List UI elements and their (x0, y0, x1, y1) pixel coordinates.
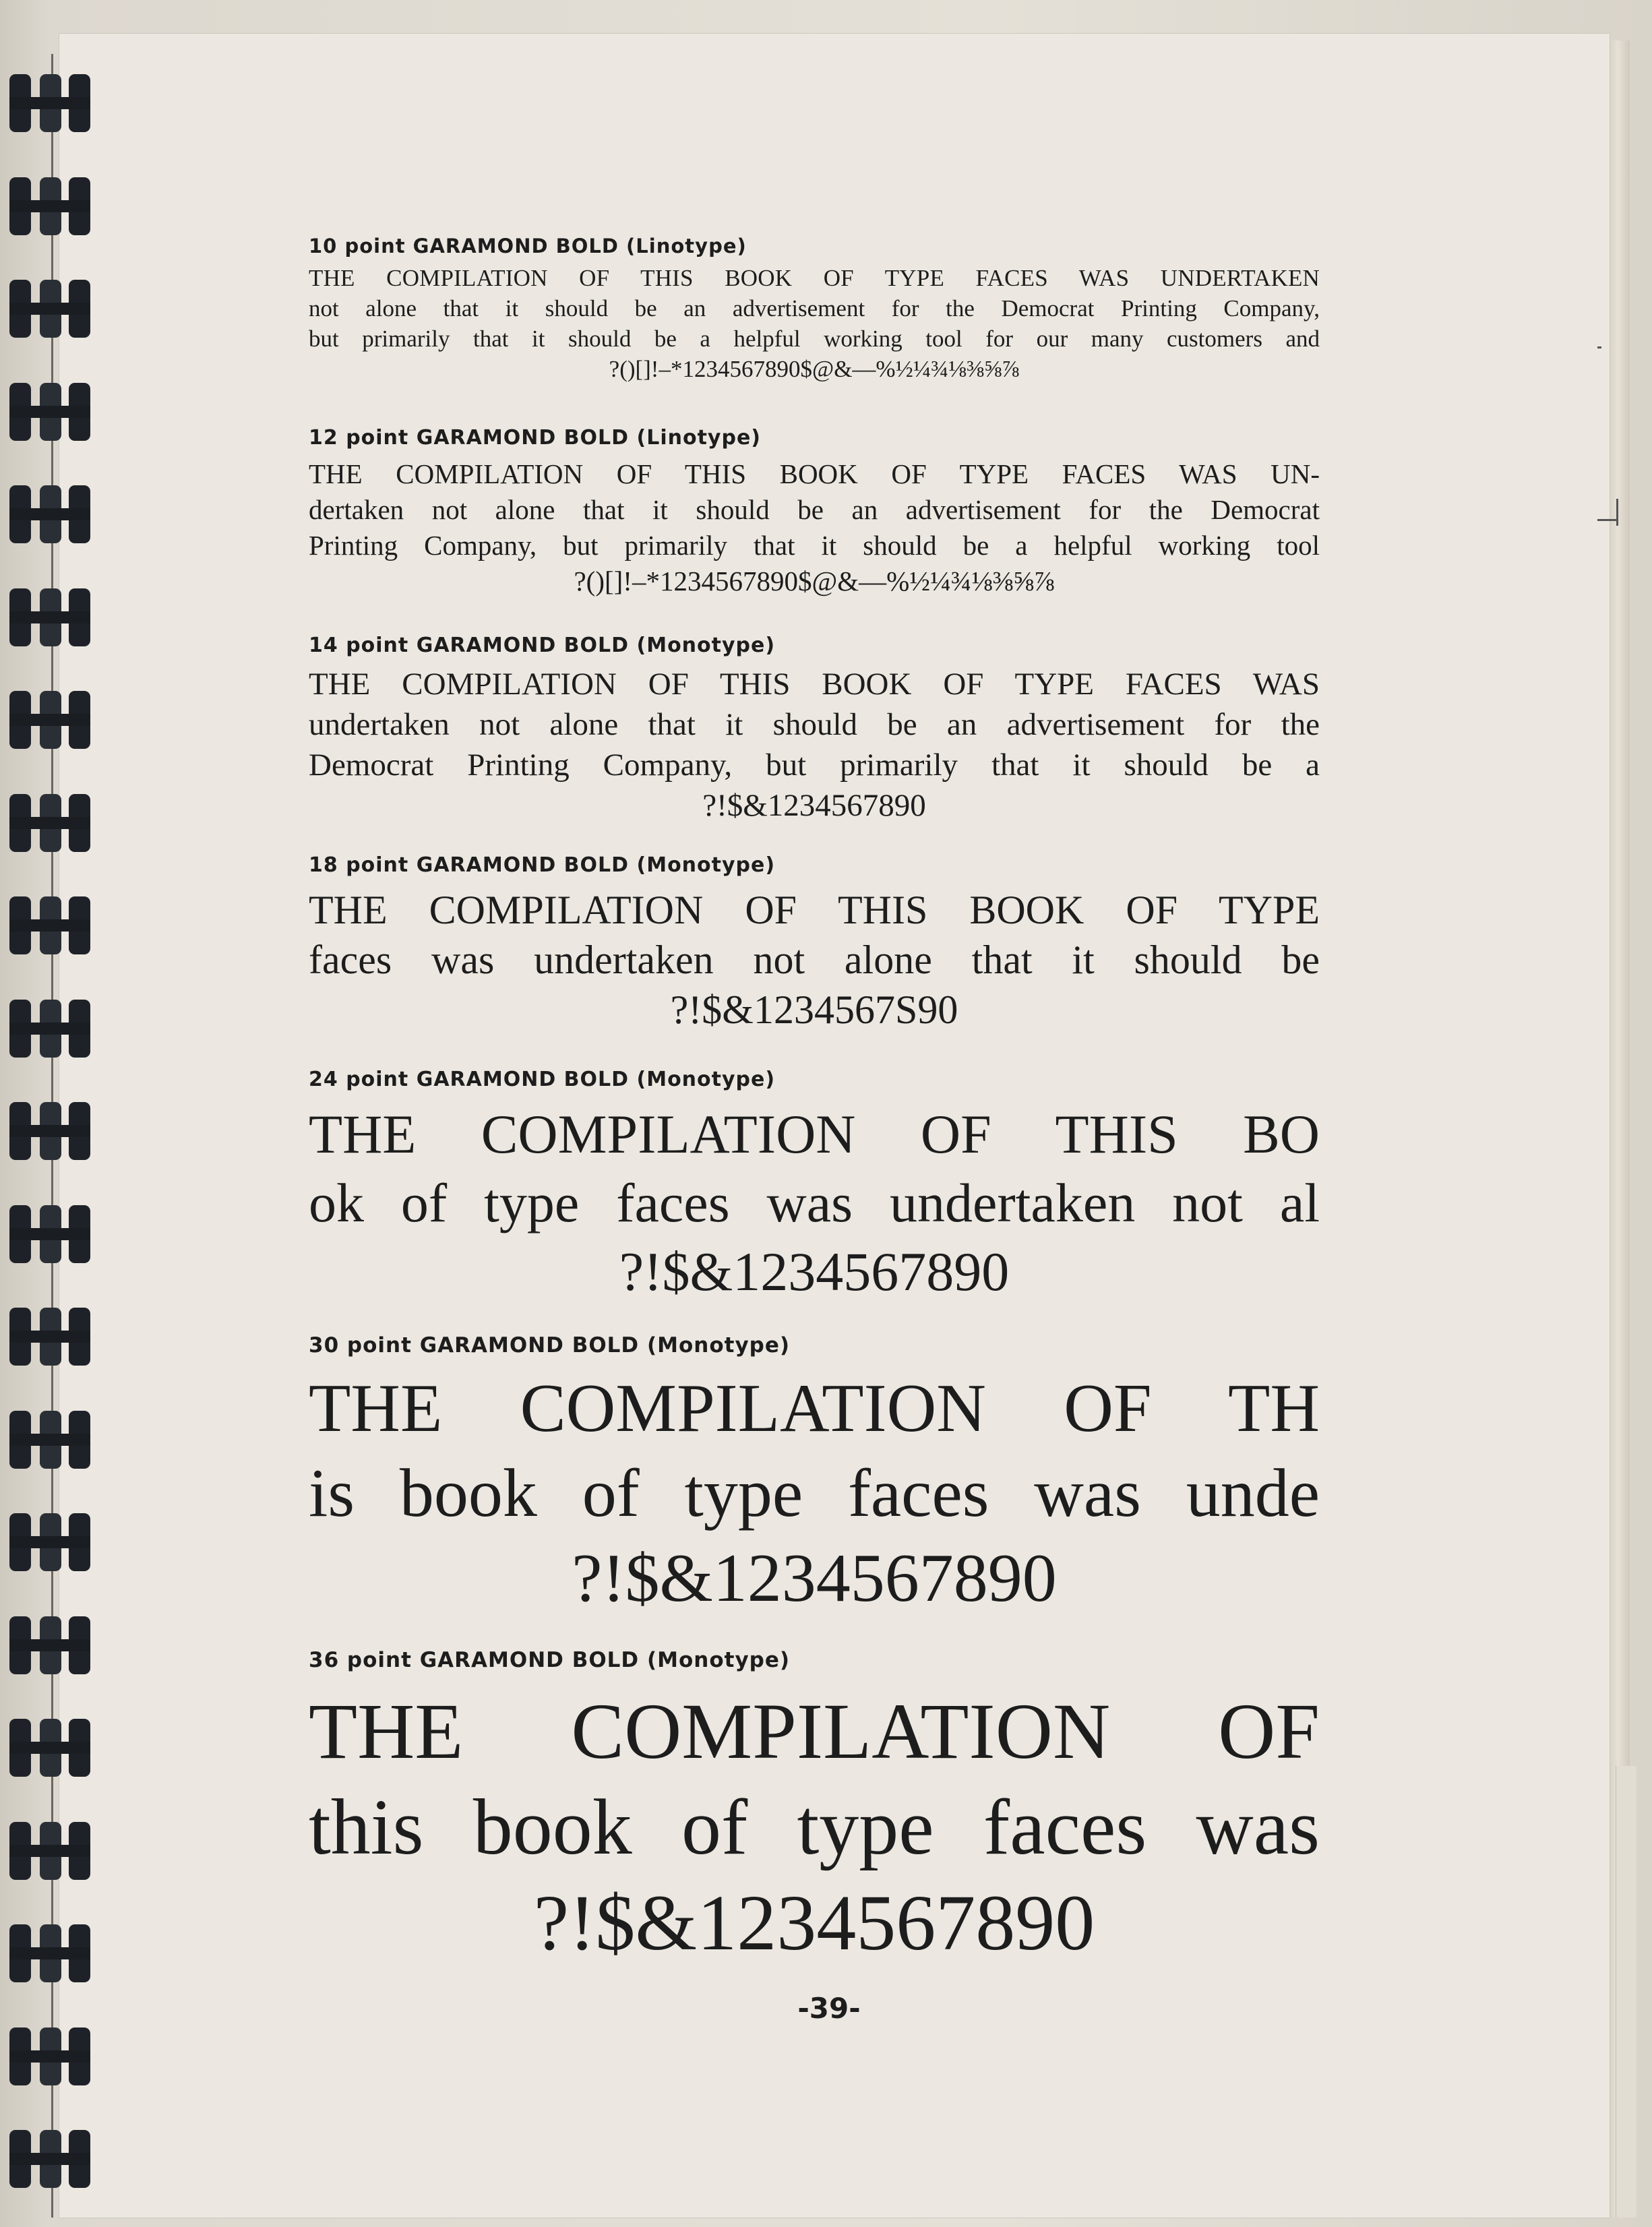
binding-coil (9, 2130, 92, 2188)
coil-wire (9, 1125, 90, 1137)
specimen-line: undertaken not alone that it should be an advertisement for the (309, 707, 1320, 742)
specimen-label: 24 point GARAMOND BOLD (Monotype) (309, 1068, 776, 1091)
coil-wire (9, 1947, 90, 1959)
binding-coil (9, 1924, 92, 1982)
specimen-label: 10 point GARAMOND BOLD (Linotype) (309, 235, 747, 257)
specimen-line: dertaken not alone that it should be an advertisement for the Democrat (309, 494, 1320, 525)
specimen-14pt (309, 627, 1320, 826)
specimen-line: Democrat Printing Company, but primarily that it should be a (309, 748, 1320, 783)
coil-wire (9, 1742, 90, 1754)
binding-coil (9, 691, 92, 749)
specimen-characters: ?!$&1234567S90 (670, 987, 958, 1032)
specimen-line: this book of type faces was (309, 1783, 1320, 1871)
specimen-12pt (309, 419, 1320, 599)
specimen-label: 36 point GARAMOND BOLD (Monotype) (309, 1648, 791, 1672)
specimen-18pt (309, 846, 1320, 1035)
binding-coil (9, 1205, 92, 1263)
specimen-line: THE COMPILATION OF THIS BOOK OF TYPE FACES WAS UNDERTAKEN (309, 265, 1320, 291)
binding-coil (9, 74, 92, 132)
specimen-line: THE COMPILATION OF TH (309, 1370, 1320, 1446)
specimen-line: but primarily that it should be a helpful working tool for our many customers and (309, 326, 1320, 352)
binding-coil (9, 2027, 92, 2085)
specimen-label: 18 point GARAMOND BOLD (Monotype) (309, 853, 776, 877)
binding-coil (9, 1102, 92, 1160)
page-number: -39- (797, 1992, 861, 2025)
coil-wire (9, 817, 90, 829)
specimen-line: faces was undertaken not alone that it should be (309, 938, 1320, 982)
coil-wire (9, 919, 90, 932)
coil-wire (9, 303, 90, 315)
specimen-24pt (309, 1060, 1320, 1306)
coil-wire (9, 1228, 90, 1240)
coil-wire (9, 97, 90, 109)
coil-wire (9, 611, 90, 623)
specimen-label: 12 point GARAMOND BOLD (Linotype) (309, 426, 762, 450)
specimen-label: 14 point GARAMOND BOLD (Monotype) (309, 634, 776, 657)
binding-coil (9, 1000, 92, 1058)
coil-wire (9, 1434, 90, 1446)
binding-coil (9, 1513, 92, 1571)
coil-wire (9, 2153, 90, 2165)
specimen-10pt (309, 229, 1320, 384)
coil-wire (9, 508, 90, 520)
coil-wire (9, 2050, 90, 2063)
specimen-line: is book of type faces was unde (309, 1455, 1320, 1531)
specimen-line: not alone that it should be an advertisement for the Democrat Printing Company, (309, 295, 1320, 322)
coil-wire (9, 200, 90, 212)
coil-wire (9, 406, 90, 418)
binding-coil (9, 1822, 92, 1880)
binding-coil (9, 383, 92, 441)
coil-wire (9, 1639, 90, 1651)
specimen-line: THE COMPILATION OF THIS BOOK OF TYPE FACES WAS UN- (309, 458, 1320, 489)
coil-wire (9, 714, 90, 726)
specimen-line: ok of type faces was undertaken not al (309, 1172, 1320, 1233)
specimen-label: 30 point GARAMOND BOLD (Monotype) (309, 1333, 791, 1357)
binding-coil (9, 896, 92, 954)
specimen-line: THE COMPILATION OF (309, 1687, 1320, 1775)
binding-coil (9, 794, 92, 852)
binding-coil (9, 280, 92, 338)
binding-coil (9, 1719, 92, 1777)
binding-coil (9, 588, 92, 646)
coil-wire (9, 1023, 90, 1035)
binding-coil (9, 485, 92, 543)
specimen-line: THE COMPILATION OF THIS BOOK OF TYPE FACES WAS (309, 667, 1320, 702)
specimen-characters: ?!$&1234567890 (702, 788, 926, 823)
margin-mark (1597, 346, 1601, 348)
specimen-36pt (309, 1637, 1320, 1971)
specimen-line: THE COMPILATION OF THIS BO (309, 1103, 1320, 1165)
page-tab-edge (1616, 1766, 1636, 2218)
margin-mark (1597, 519, 1618, 521)
coil-wire (9, 1536, 90, 1548)
coil-wire (9, 1845, 90, 1857)
specimen-line: Printing Company, but primarily that it should be a helpful working tool (309, 530, 1320, 561)
binding-coil (9, 1308, 92, 1366)
coil-wire (9, 1331, 90, 1343)
binding-coil (9, 1411, 92, 1469)
specimen-line: THE COMPILATION OF THIS BOOK OF TYPE (309, 888, 1320, 932)
margin-mark (1616, 499, 1618, 526)
specimen-characters: ?()[]!–*1234567890$@&—%½¼¾⅛⅜⅝⅞ (609, 356, 1020, 382)
binding-coil (9, 1616, 92, 1674)
specimen-30pt (309, 1324, 1320, 1621)
specimen-characters: ?()[]!–*1234567890$@&—%½¼¾⅛⅜⅝⅞ (574, 566, 1055, 597)
specimen-characters: ?!$&1234567890 (533, 1879, 1095, 1967)
specimen-characters: ?!$&1234567890 (619, 1241, 1010, 1302)
binding-coil (9, 177, 92, 235)
specimen-characters: ?!$&1234567890 (572, 1540, 1057, 1616)
